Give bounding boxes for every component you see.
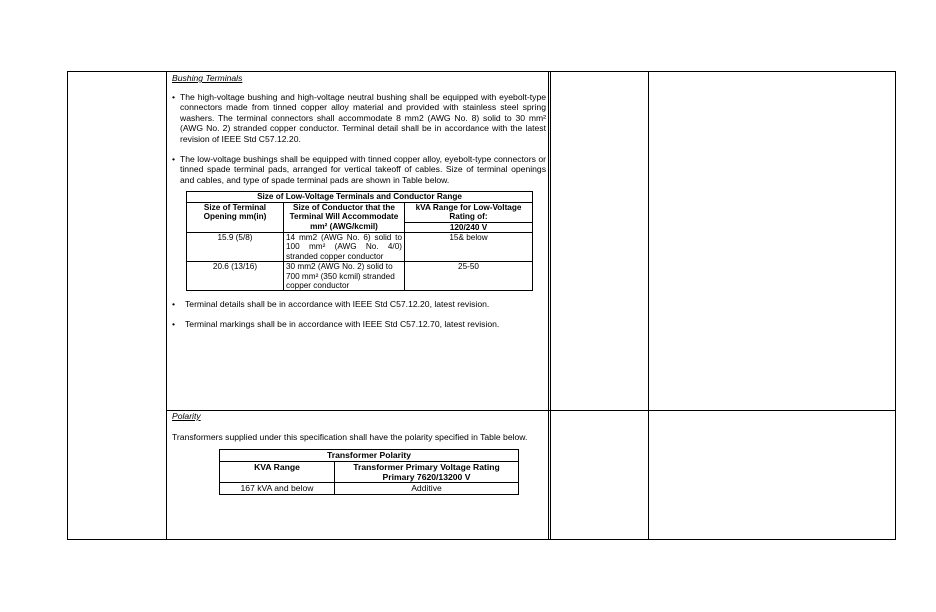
column-divider xyxy=(548,71,549,540)
table-cell: 167 kVA and below xyxy=(220,483,335,494)
bullet-icon: • xyxy=(172,299,176,310)
bushing-heading: Bushing Terminals xyxy=(172,73,243,83)
column-divider xyxy=(648,71,649,540)
polarity-table xyxy=(219,449,519,495)
table-row xyxy=(187,262,533,291)
table-cell: 25-50 xyxy=(405,262,533,291)
table-row xyxy=(220,483,519,494)
polarity-heading: Polarity xyxy=(172,411,201,421)
column-header: Size of Conductor that the Terminal Will Accommodate mm² (AWG/kcmil) xyxy=(284,202,405,232)
bullet-text: Terminal markings shall be in accordance with IEEE Std C57.12.70, latest revision. xyxy=(185,319,500,329)
polarity-section xyxy=(172,411,546,495)
polarity-text: Transformers supplied under this specification shall have the polarity specified in Table below. xyxy=(172,431,528,442)
bullet-item xyxy=(172,154,546,186)
bullet-text: Terminal details shall be in accordance with IEEE Std C57.12.20, latest revision. xyxy=(185,299,490,310)
bullet-item xyxy=(172,299,546,310)
column-divider xyxy=(550,71,551,540)
bullet-icon: • xyxy=(172,319,176,329)
bullet-text: The high-voltage bushing and high-voltage neutral bushing shall be equipped with eyebolt-type connectors made from tinned copper alloy material and provided with stainless steel spring washers. The terminal connectors shall accommodate 8 mm2 (AWG No. 8) solid to 30 mm² (AWG No. 2) stranded copper conductor. Terminal detail shall be in accordance with the latest revision of IEEE Std C57.12.20. xyxy=(180,91,546,144)
bullet-item xyxy=(172,92,546,145)
column-header: Size of Terminal Opening mm(in) xyxy=(187,202,284,232)
lv-terminals-table xyxy=(186,191,533,291)
bullet-icon: • xyxy=(172,153,176,164)
table-cell: 15& below xyxy=(405,232,533,261)
column-header: KVA Range xyxy=(220,461,335,483)
column-divider xyxy=(166,71,167,540)
column-header: kVA Range for Low-Voltage Rating of: xyxy=(405,202,533,222)
table-cell: 15.9 (5/8) xyxy=(187,232,284,261)
table-cell: Additive xyxy=(335,483,519,494)
table-cell: 20.6 (13/16) xyxy=(187,262,284,291)
table-cell: 30 mm2 (AWG No. 2) solid to 700 mm² (350 kcmil) stranded copper conductor xyxy=(284,262,405,291)
column-header: Transformer Primary Voltage Rating Primary 7620/13200 V xyxy=(335,461,519,483)
table-title: Transformer Polarity xyxy=(220,450,519,461)
table-row xyxy=(187,232,533,261)
bullet-item xyxy=(172,319,546,330)
bullet-text: The low-voltage bushings shall be equipped with tinned copper alloy, eyebolt-type connectors or tinned spade terminal pads, arranged for vertical takeoff of cables. Size of terminal openings and cables, and type of spade terminal pads are shown in Table below. xyxy=(180,153,546,185)
bushing-section xyxy=(172,73,546,330)
bullet-icon: • xyxy=(172,91,176,102)
column-subheader: 120/240 V xyxy=(405,222,533,232)
table-title: Size of Low-Voltage Terminals and Conductor Range xyxy=(187,192,533,202)
table-cell: 14 mm2 (AWG No. 6) solid to 100 mm² (AWG No. 4/0) stranded copper conductor xyxy=(284,232,405,261)
